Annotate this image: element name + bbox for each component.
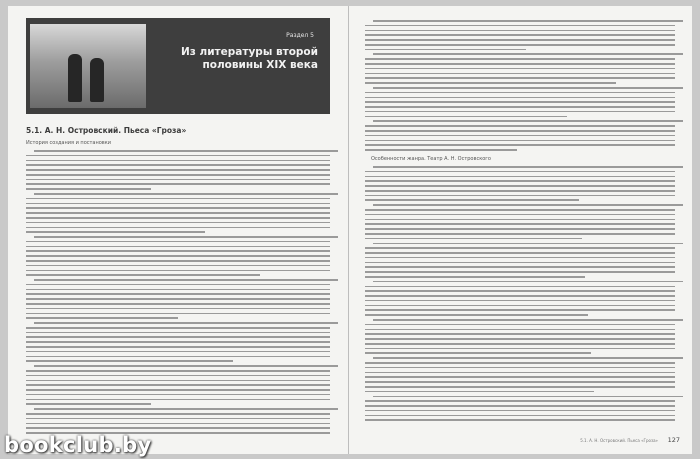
text-line [26, 327, 330, 329]
text-line [26, 155, 330, 157]
page-number: 127 [667, 436, 680, 444]
text-line [365, 180, 675, 182]
text-line [26, 380, 330, 382]
text-line [365, 290, 675, 292]
text-line [365, 233, 675, 235]
theatre-photo [30, 24, 146, 108]
text-line [365, 49, 526, 51]
text-line [26, 394, 330, 396]
text-line [26, 255, 330, 257]
text-line [365, 77, 675, 79]
text-line [26, 164, 330, 166]
text-line [365, 116, 567, 118]
text-line [365, 266, 675, 268]
text-line [365, 185, 675, 187]
text-line [373, 281, 683, 283]
text-line [365, 262, 675, 264]
text-line [26, 293, 330, 295]
text-line [365, 238, 582, 240]
text-line [365, 63, 675, 65]
text-line [365, 73, 675, 75]
text-line [26, 341, 330, 343]
text-line [365, 367, 675, 369]
text-line [373, 396, 683, 398]
text-line [26, 336, 330, 338]
text-line [365, 92, 675, 94]
text-line [26, 427, 330, 429]
text-line [26, 303, 330, 305]
text-line [365, 130, 675, 132]
text-line [26, 289, 330, 291]
subheading: Особенности жанра. Театр А. Н. Островского [371, 156, 491, 162]
text-line [26, 298, 330, 300]
text-line [365, 295, 675, 297]
text-line [365, 190, 675, 192]
text-line [365, 405, 675, 407]
text-line [26, 413, 330, 415]
right-page [349, 6, 692, 454]
text-line [365, 415, 675, 417]
text-line [34, 365, 338, 367]
text-line [365, 372, 675, 374]
text-line [26, 203, 330, 205]
text-line [26, 370, 330, 372]
text-line [365, 247, 675, 249]
text-line [365, 348, 675, 350]
text-line [26, 399, 330, 401]
text-line [26, 179, 330, 181]
text-line [26, 231, 205, 233]
text-line [26, 270, 330, 272]
text-line [365, 30, 675, 32]
text-line [26, 346, 330, 348]
watermark-logo: bookclub.by [4, 433, 152, 457]
text-line [26, 160, 330, 162]
text-line [34, 193, 338, 195]
text-line [365, 228, 675, 230]
text-line [365, 140, 675, 142]
text-line [26, 313, 330, 315]
running-footer: 5.1. А. Н. Островский. Пьеса «Гроза» [580, 438, 658, 443]
text-line [365, 219, 675, 221]
text-line [34, 408, 338, 410]
text-line [26, 274, 260, 276]
text-line [365, 111, 675, 113]
text-line [373, 53, 683, 55]
text-line [365, 195, 675, 197]
text-line [26, 222, 330, 224]
text-line [26, 174, 330, 176]
text-line [373, 20, 683, 22]
text-line [365, 410, 675, 412]
text-line [365, 68, 675, 70]
text-line [26, 375, 330, 377]
text-line [34, 279, 338, 281]
text-line [365, 343, 675, 345]
text-line [365, 176, 675, 178]
text-line [26, 217, 330, 219]
text-line [26, 183, 330, 185]
text-line [26, 241, 330, 243]
section-banner [26, 18, 330, 114]
text-line [365, 82, 616, 84]
text-line [365, 333, 675, 335]
text-line [373, 319, 683, 321]
text-line [34, 236, 338, 238]
text-line [26, 198, 330, 200]
text-line [26, 356, 330, 358]
book-spread [8, 6, 692, 454]
text-line [365, 144, 675, 146]
text-line [365, 223, 675, 225]
text-line [365, 58, 675, 60]
text-line [365, 419, 675, 421]
text-line [365, 257, 675, 259]
text-line [26, 332, 330, 334]
text-line [365, 352, 591, 354]
text-line [365, 252, 675, 254]
text-line [26, 207, 330, 209]
text-line [365, 391, 594, 393]
text-line [365, 338, 675, 340]
text-line [26, 169, 330, 171]
text-line [365, 199, 579, 201]
text-line [26, 423, 330, 425]
text-line [26, 246, 330, 248]
text-line [26, 212, 330, 214]
text-line [26, 403, 151, 405]
body-text [26, 150, 330, 437]
text-line [373, 166, 683, 168]
text-line [26, 360, 233, 362]
text-line [26, 384, 330, 386]
text-line [26, 260, 330, 262]
actor-figure [68, 54, 82, 102]
body-text [365, 20, 675, 154]
text-line [365, 324, 675, 326]
text-line [26, 250, 330, 252]
chapter-heading: 5.1. А. Н. Островский. Пьеса «Гроза» [26, 126, 187, 135]
text-line [373, 204, 683, 206]
text-line [365, 44, 675, 46]
text-line [365, 286, 675, 288]
text-line [365, 97, 675, 99]
text-line [365, 309, 675, 311]
text-line [365, 314, 588, 316]
text-line [26, 284, 330, 286]
text-line [26, 418, 330, 420]
actor-figure [90, 58, 104, 102]
text-line [26, 227, 330, 229]
text-line [365, 171, 675, 173]
text-line [26, 188, 151, 190]
text-line [373, 357, 683, 359]
text-line [365, 362, 675, 364]
section-label: Раздел 5 [286, 32, 314, 39]
text-line [365, 386, 675, 388]
text-line [365, 271, 675, 273]
text-line [365, 400, 675, 402]
text-line [365, 106, 675, 108]
text-line [365, 209, 675, 211]
text-line [365, 305, 675, 307]
text-line [365, 39, 675, 41]
text-line [365, 101, 675, 103]
text-line [26, 265, 330, 267]
text-line [365, 300, 675, 302]
text-line [365, 329, 675, 331]
text-line [365, 125, 675, 127]
text-line [365, 214, 675, 216]
text-line [26, 317, 178, 319]
subheading: История создания и постановки [26, 140, 112, 146]
text-line [34, 150, 338, 152]
text-line [26, 308, 330, 310]
text-line [365, 149, 517, 151]
text-line [373, 87, 683, 89]
body-text [365, 166, 675, 424]
text-line [365, 276, 585, 278]
text-line [373, 120, 683, 122]
text-line [34, 322, 338, 324]
left-page [8, 6, 349, 454]
section-title: Из литературы второй половины XIX века [180, 46, 318, 71]
text-line [365, 381, 675, 383]
text-line [365, 34, 675, 36]
text-line [365, 376, 675, 378]
text-line [26, 351, 330, 353]
text-line [373, 243, 683, 245]
text-line [365, 25, 675, 27]
text-line [365, 135, 675, 137]
text-line [26, 389, 330, 391]
